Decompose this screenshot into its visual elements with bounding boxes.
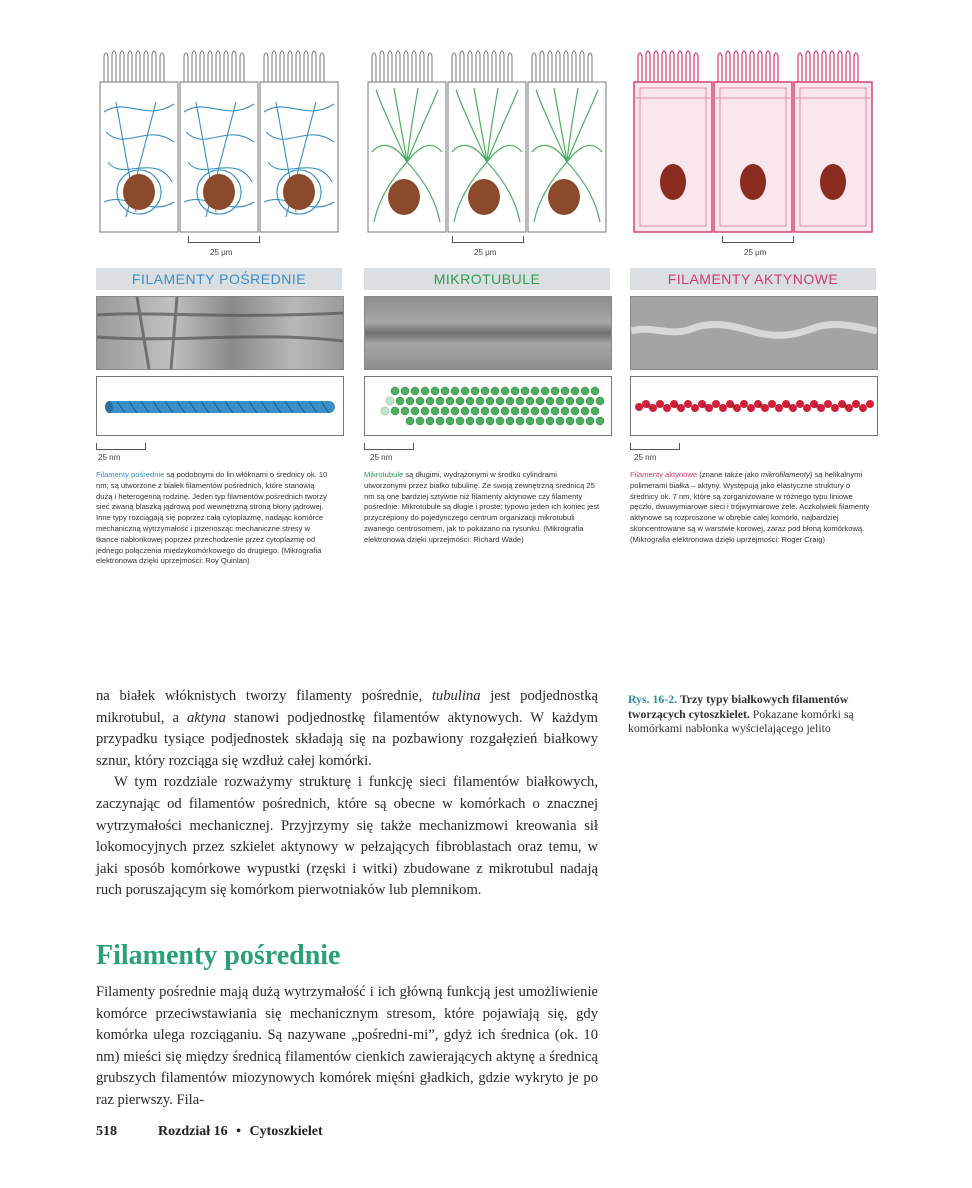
figure-caption-text: Pokazane komórki są komórkami nabłonka wyścielającego jelito xyxy=(628,706,854,736)
microtubule-cell-drawing xyxy=(364,42,610,242)
paragraph xyxy=(96,686,598,772)
scale-label: 25 nm xyxy=(370,453,393,462)
intermediate-filament-model xyxy=(96,376,344,436)
italic-term: tubulina xyxy=(431,688,481,704)
actin-filament-micrograph xyxy=(630,296,878,370)
chapter-label: Rozdział 16 xyxy=(158,1124,228,1139)
actin-filament-model xyxy=(630,376,878,436)
scale-bar xyxy=(188,236,260,243)
footer-separator: • xyxy=(236,1124,242,1139)
caption-highlight: Filamenty pośrednie xyxy=(96,470,165,479)
panel-title-actin: FILAMENTY AKTYNOWE xyxy=(630,268,876,290)
caption-highlight: Filamenty aktynowe xyxy=(630,470,698,479)
scale-bar xyxy=(364,443,414,450)
scale-label: 25 μm xyxy=(210,248,233,257)
page-number: 518 xyxy=(96,1124,117,1139)
figure-caption xyxy=(628,692,890,736)
figure-number: Rys. 16-2. xyxy=(628,692,678,706)
scale-label: 25 nm xyxy=(98,453,121,462)
caption-actin xyxy=(630,470,874,546)
italic-term: aktyna xyxy=(186,709,226,726)
actin-filament-cell-drawing xyxy=(630,42,876,242)
scale-bar xyxy=(96,443,146,450)
intermediate-filament-micrograph xyxy=(96,296,344,370)
section-paragraph xyxy=(96,982,598,1112)
scale-label: 25 nm xyxy=(634,453,657,462)
caption-italic-term: mikrofilamenty xyxy=(760,470,810,479)
microtubule-model xyxy=(364,376,612,436)
page-footer xyxy=(96,1124,323,1140)
text-run: stanowi podjednostkę filamentów aktynowych. W każdym przypadku tysiące podjednostek składają się na pozbawiony rozgałęzień białkowy sznur, który rozciąga się wzdłuż całej komórki. xyxy=(96,709,598,769)
caption-text: są podobnymi do lin włóknami o średnicy ok. 10 nm; są utworzone z białek filamentów pośrednich, które stanowią dużą i heterogenną rodzinę. Jeden typ filamentów pośrednich tworzy sieć zwaną blaszką jądrową pod wewnętrzną stroną błony jądrowej. Inne typy rozciągają się poprzez całą cytoplazmę, nadając komórce mechaniczną wytrzymałość i przenosząc mechaniczne stresy w tkance nabłonkowej poprzez przechodzenie przez cytoplazmę od jednego połączenia międzykomórkowego do drugiego. (Mikrografia elektronowa dzięki uprzejmości: Roy Quinlan) xyxy=(96,470,328,566)
caption-intermediate xyxy=(96,470,328,567)
microtubule-micrograph xyxy=(364,296,612,370)
scale-label: 25 μm xyxy=(744,248,767,257)
scale-bar xyxy=(722,236,794,243)
body-paragraphs xyxy=(96,686,598,902)
caption-text: ) są helikalnymi polimerami białka – aktyny. Występują jako elastyczne struktury o średnicy ok. 7 nm, które są zorganizowane w różnego typu liniowe pęczki, dwuwymiarowe sieci i trójwymiarowe żele. Aczkolwiek filamenty aktynowe są rozproszone w obrębie całej komórki, najbardziej skoncentrowane są w warstwie korowej, zaraz pod błoną komórkową. (Mikrografia elektronowa dzięki uprzejmości: Roger Craig) xyxy=(630,470,870,544)
text-run: na białek włóknistych tworzy filamenty pośrednie, xyxy=(96,688,432,704)
panel-title-microtubule: MIKROTUBULE xyxy=(364,268,610,290)
paragraph: W tym rozdziale rozważymy strukturę i funkcję sieci filamentów białkowych, zaczynając od filamentów pośrednich, które są obecne w komórkach o znacznej wytrzymałości mechanicznej. Przyjrzymy się także mechanizmowi kreowania sił lokomocyjnych przez szkielet aktynowy w pełzających fibroblastach oraz temu, w jaki sposób komórkowe wypustki (rzęski i witki) zbudowane z mikrotubul nadają ruch poruszającym się komórkom pierwotniaków lub plemnikom. xyxy=(96,774,598,899)
scale-bar xyxy=(630,443,680,450)
figure-title: Trzy typy białkowych filamentów tworzących cytoszkielet. xyxy=(628,692,849,721)
scale-label: 25 μm xyxy=(474,248,497,257)
paragraph: Filamenty pośrednie mają dużą wytrzymałość i ich główną funkcją jest umożliwienie komórce przeciwstawiania się mechanicznym stresom, które pojawiają się, gdy komórka ulega rozciąganiu. Są nazywane „pośredni-mi”, gdyż ich średnica (ok. 10 nm) mieści się między średnicą filamentów cienkich zawierających aktynę a średnicą grubszych filamentów miozynowych komórek mięśni gładkich, gdzie wykryto je po raz pierwszy. Fila- xyxy=(96,984,598,1108)
text-run: jest podjednostką mikrotubul, a xyxy=(96,688,598,726)
panel-title-intermediate: FILAMENTY POŚREDNIE xyxy=(96,268,342,290)
section-label: Cytoszkielet xyxy=(249,1124,323,1139)
caption-highlight: Mikrotubule xyxy=(364,470,404,479)
caption-microtubule xyxy=(364,470,600,546)
caption-text: (znane także jako xyxy=(697,470,761,479)
intermediate-filament-cell-drawing xyxy=(96,42,342,242)
caption-text: są długimi, wydrążonymi w środku cylindrami utworzonymi przez białko tubulinę. Ze swoją zewnętrzną średnicą 25 nm są one bardziej sztywne niż filamenty aktynowe czy filamenty pośrednie. Mikrotubule są długie i proste; typowo jeden ich koniec jest przyczepiony do pojedynczego centrum organizacji mikrotubuli zwanego centrosomem, jak to pokazano na rysunku. (Mikrografia elektronowa dzięki uprzejmości: Richard Wade) xyxy=(364,470,600,544)
section-heading: Filamenty pośrednie xyxy=(96,940,341,971)
scale-bar xyxy=(452,236,524,243)
